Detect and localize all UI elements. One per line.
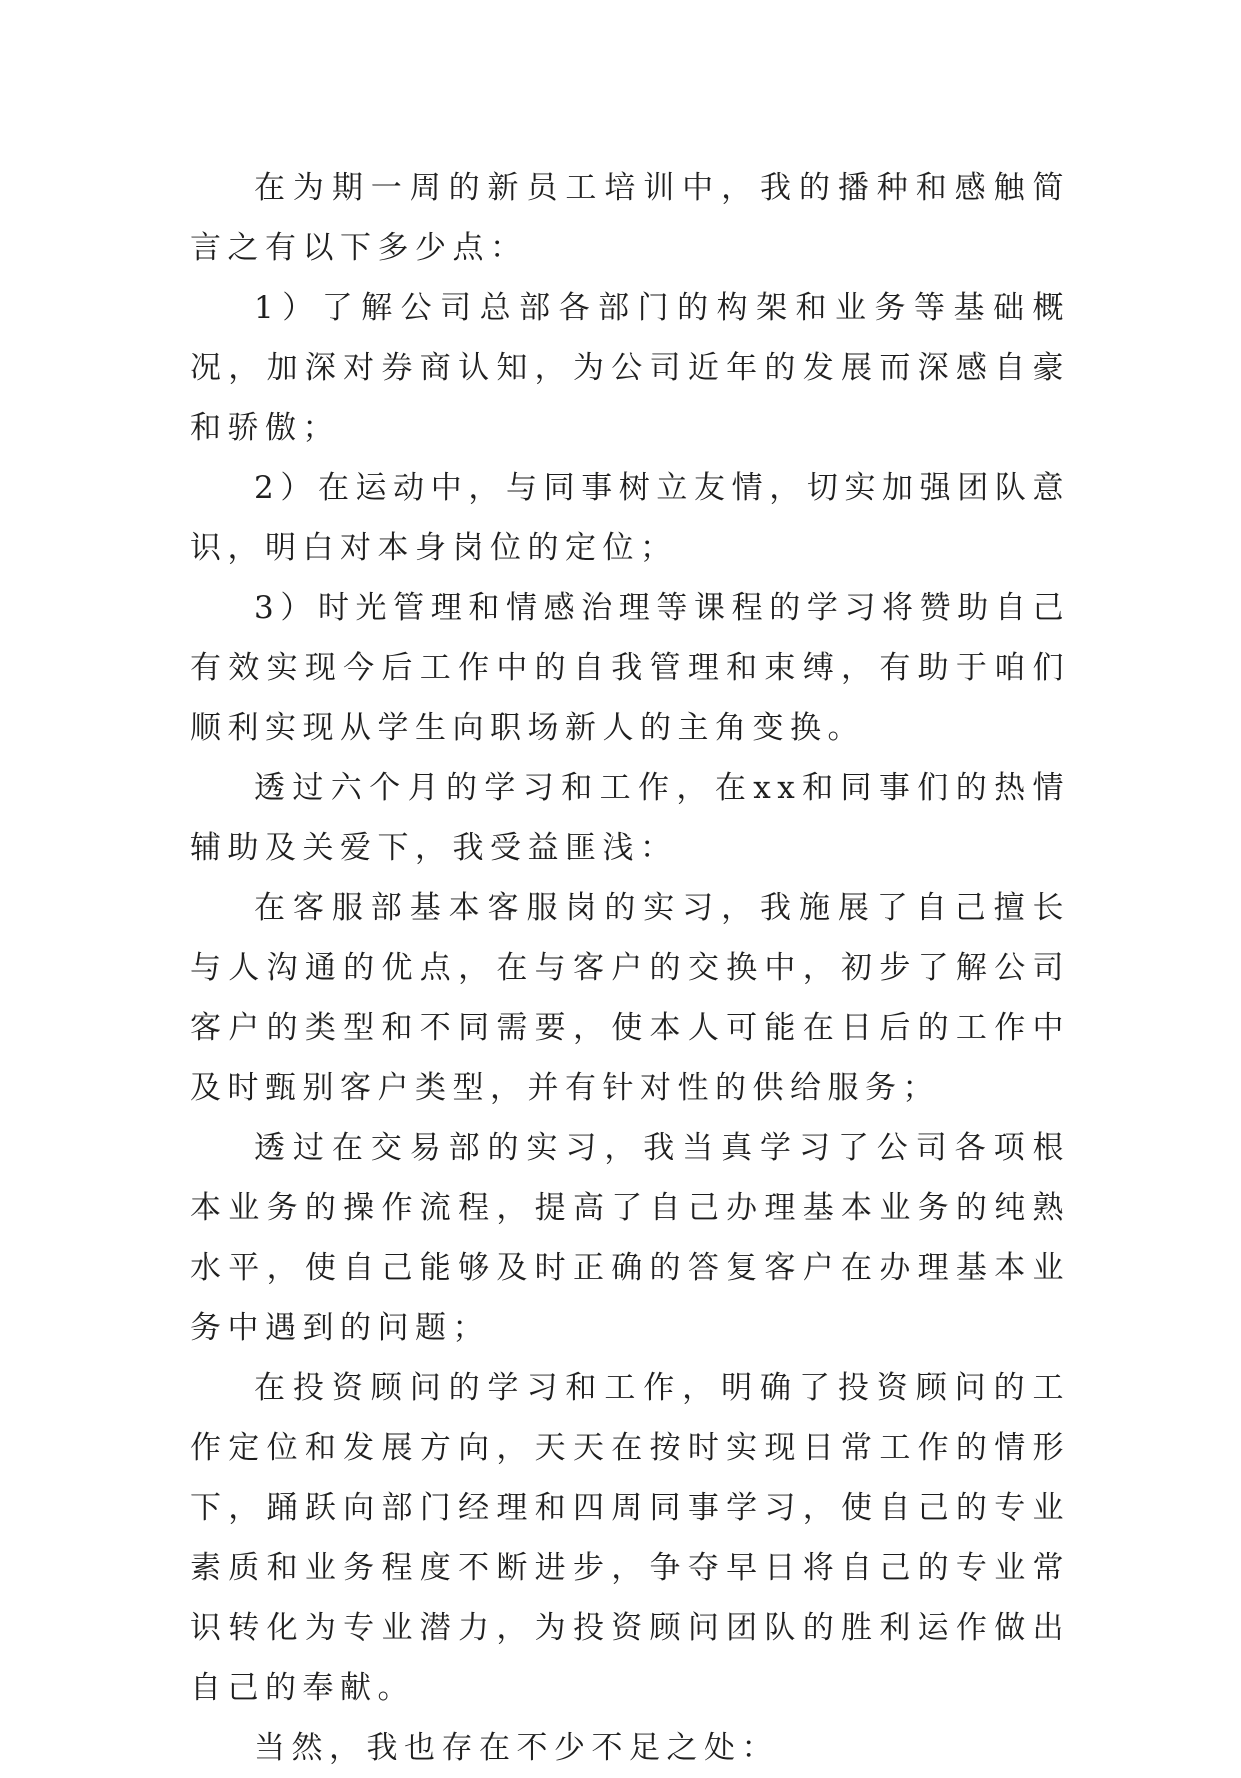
paragraph-training-intro: 在为期一周的新员工培训中，我的播种和感触简言之有以下多少点： — [190, 170, 1070, 266]
paragraph-trading-dept: 透过在交易部的实习，我当真学习了公司各项根本业务的操作流程，提高了自己办理基本业务的纯熟水平，使自己能够及时正确的答复客户在办理基本业务中遇到的问题； — [190, 1130, 1070, 1346]
document-body — [190, 158, 1070, 1778]
paragraph-point-2: 2）在运动中，与同事树立友情，切实加强团队意识，明白对本身岗位的定位； — [190, 470, 1070, 566]
paragraph-shortcomings: 当然，我也存在不少不足之处： — [254, 1730, 779, 1766]
paragraph-point-1: 1）了解公司总部各部门的构架和业务等基础概况，加深对券商认知，为公司近年的发展而深感自豪和骄傲； — [190, 290, 1070, 446]
paragraph-investment-advisor: 在投资顾问的学习和工作，明确了投资顾问的工作定位和发展方向，天天在按时实现日常工作的情形下，踊跃向部门经理和四周同事学习，使自己的专业素质和业务程度不断进步，争夺早日将自己的专业常识转化为专业潜力，为投资顾问团队的胜利运作做出自己的奉献。 — [190, 1370, 1070, 1706]
paragraph-six-months: 透过六个月的学习和工作，在xx和同事们的热情辅助及关爱下，我受益匪浅： — [190, 770, 1070, 866]
paragraph-point-3: 3）时光管理和情感治理等课程的学习将赞助自己有效实现今后工作中的自我管理和束缚，有助于咱们顺利实现从学生向职场新人的主角变换。 — [190, 590, 1070, 746]
paragraph-customer-service: 在客服部基本客服岗的实习，我施展了自己擅长与人沟通的优点，在与客户的交换中，初步了解公司客户的类型和不同需要，使本人可能在日后的工作中及时甄别客户类型，并有针对性的供给服务； — [190, 890, 1070, 1106]
